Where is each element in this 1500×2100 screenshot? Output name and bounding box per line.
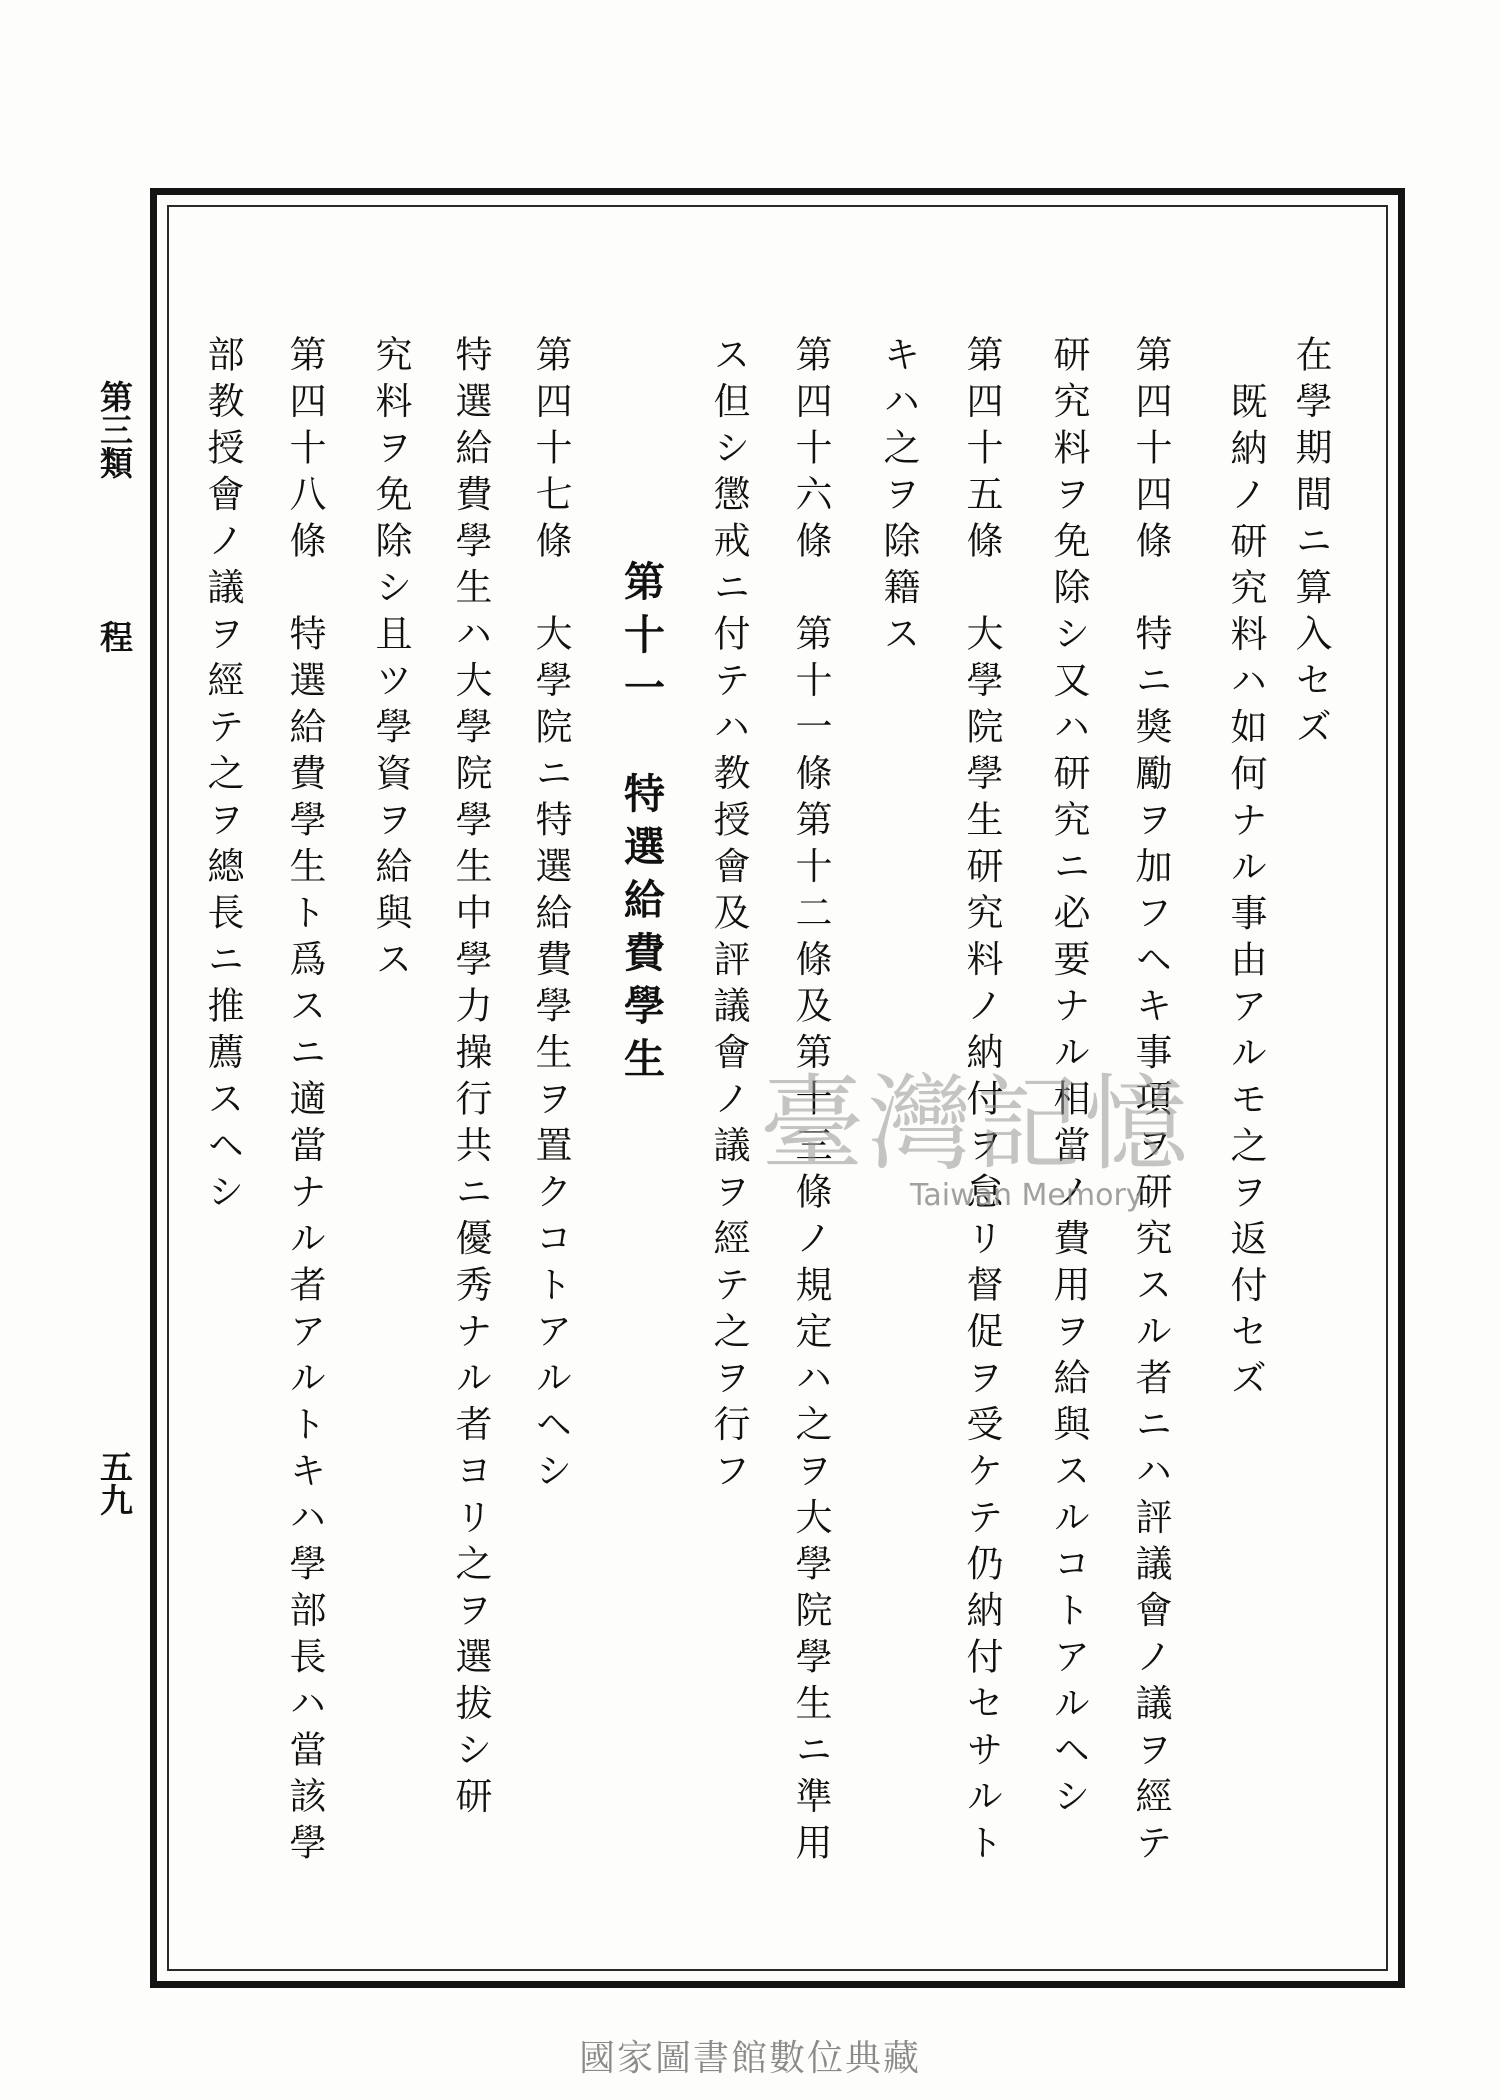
margin-section-label: 第三類 <box>95 380 134 479</box>
watermark-english-text: Taiwan Memory <box>910 1178 1144 1213</box>
text-column-4: 研究料ヲ免除シ又ハ研究ニ必要ナル相當ノ費用ヲ給與スルコトアルヘシ <box>1047 335 1090 1823</box>
text-column-12: 究料ヲ免除シ且ツ學資ヲ給與ス <box>369 335 412 986</box>
margin-title-char: 程 <box>95 620 134 653</box>
text-column-6: キハ之ヲ除籍ス <box>877 335 920 661</box>
text-column-11: 特選給費學生ハ大學院學生中學力操行共ニ優秀ナル者ヨリ之ヲ選拔シ研 <box>449 335 492 1823</box>
text-column-10: 第四十七條 大學院ニ特選給費學生ヲ置クコトアルヘシ <box>529 335 572 1498</box>
section-heading: 第十一 特選給費學生 <box>617 560 665 1090</box>
text-column-3: 第四十四條 特ニ獎勵ヲ加フヘキ事項ヲ研究スル者ニハ評議會ノ議ヲ經テ <box>1129 335 1172 1870</box>
text-column-2: 既納ノ研究料ハ如何ナル事由アルモ之ヲ返付セズ <box>1224 382 1267 1405</box>
text-column-14: 部教授會ノ議ヲ經テ之ヲ總長ニ推薦スヘシ <box>201 335 244 1219</box>
text-column-8: ス但シ懲戒ニ付テハ教授會及評議會ノ議ヲ經テ之ヲ行フ <box>707 335 750 1498</box>
watermark-cjk-text: 臺灣記憶 <box>760 1063 1193 1185</box>
text-column-13: 第四十八條 特選給費學生ト爲スニ適當ナル者アルトキハ學部長ハ當該學 <box>283 335 326 1870</box>
footer-credit: 國家圖書館數位典藏 <box>578 2038 921 2079</box>
text-column-7: 第四十六條 第十一條第十二條及第十三條ノ規定ハ之ヲ大學院學生ニ準用 <box>789 335 832 1870</box>
page-border-inner <box>167 205 1388 1971</box>
margin-page-number: 五九 <box>95 1450 134 1516</box>
text-column-5: 第四十五條 大學院學生研究料ノ納付ヲ怠リ督促ヲ受ケテ仍納付セサルト <box>960 335 1003 1870</box>
text-column-1: 在學期間ニ算入セズ <box>1289 335 1332 754</box>
